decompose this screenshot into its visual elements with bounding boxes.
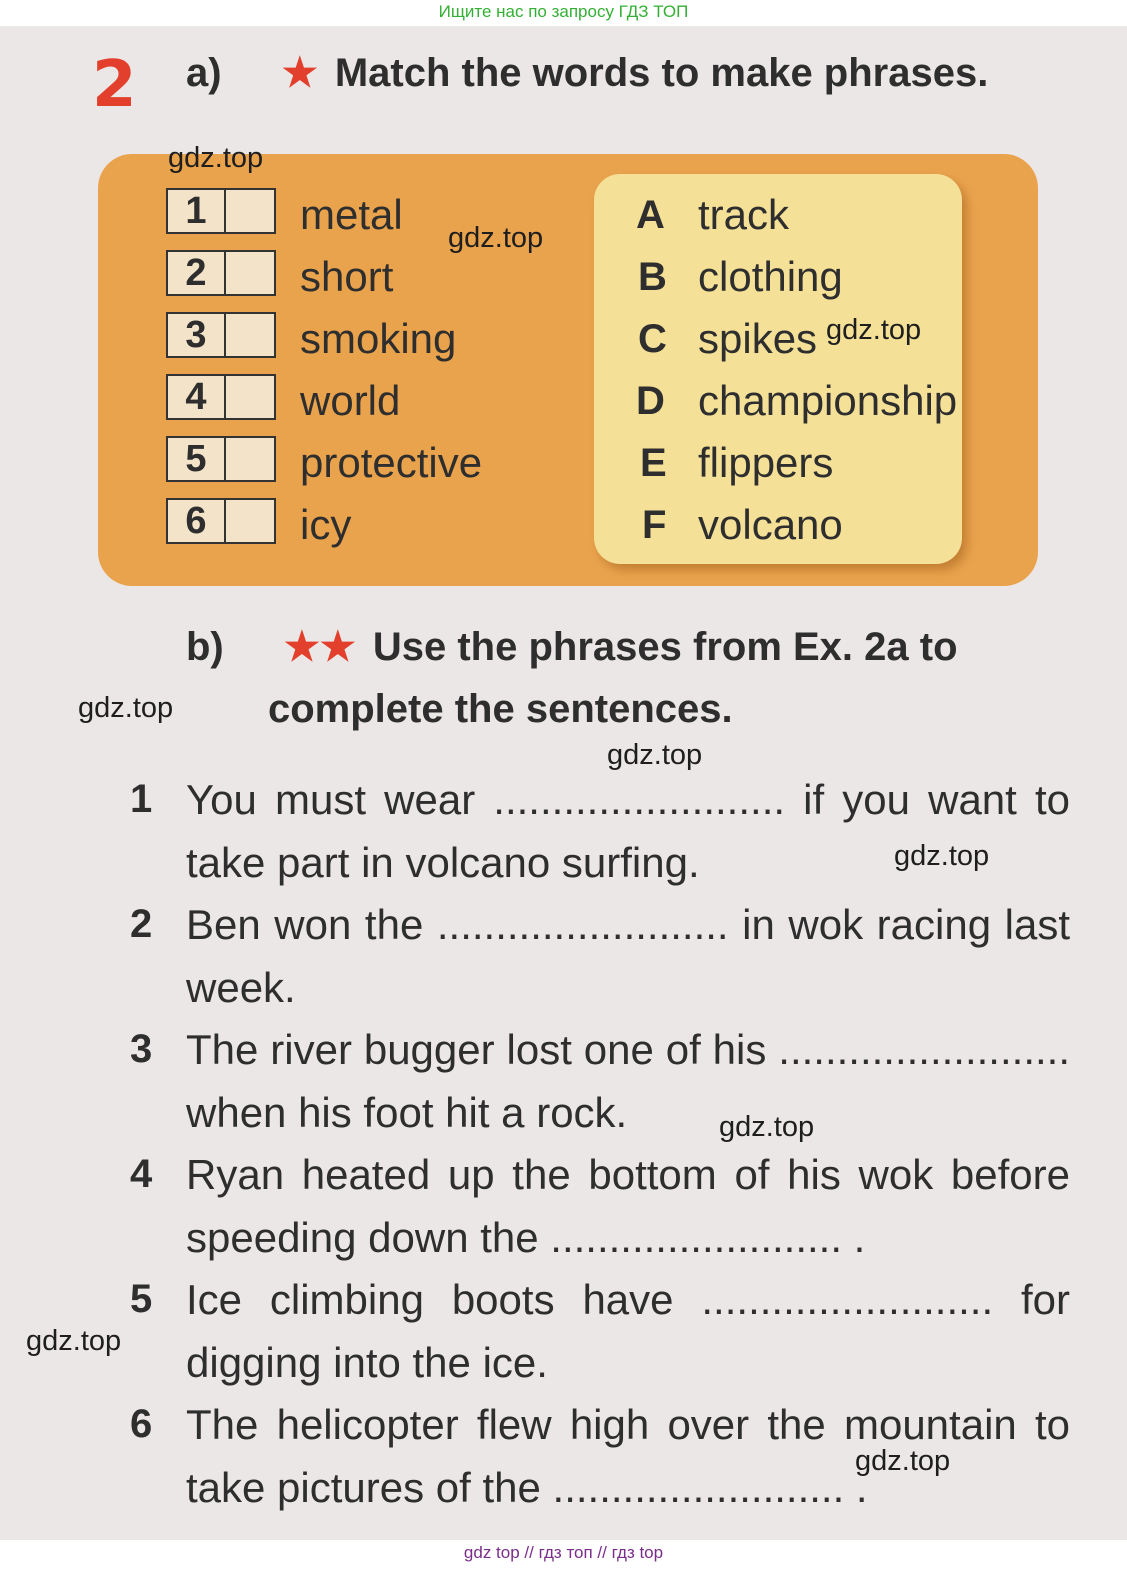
right-word: volcano [698,501,843,548]
answer-box-number: 6 [168,500,226,542]
left-word: smoking [300,315,457,362]
answer-box-5[interactable] [166,436,276,482]
bottom-banner[interactable]: gdz top // гдз топ // гдз top [0,1540,1127,1573]
right-letter: A [636,193,665,237]
left-word: protective [300,439,483,486]
two-stars-icon: ★★ [284,625,356,669]
right-letter: D [636,379,665,423]
sentence-3 [130,1018,1070,1144]
sentence-text[interactable]: The river bugger lost one of his ......................... when his foot hit a rock. [186,1026,1070,1136]
right-word: clothing [698,253,843,300]
part-b-instruction-line1: Use the phrases from Ex. 2a to [372,625,958,669]
answer-box-blank[interactable] [226,438,274,480]
watermark: gdz.top [719,1111,815,1143]
watermark: gdz.top [607,739,703,771]
answer-box-blank[interactable] [226,190,274,232]
left-word: icy [300,501,352,548]
right-letter: B [638,255,667,299]
answer-box-number: 2 [168,252,226,294]
right-word: track [698,191,790,238]
left-word: short [300,253,394,300]
answer-box-1[interactable] [166,188,276,234]
watermark: gdz.top [855,1445,951,1477]
right-word: championship [698,377,958,424]
watermark: gdz.top [448,222,544,254]
answer-box-blank[interactable] [226,376,274,418]
sentence-2 [130,893,1070,1019]
right-letter: F [642,503,667,547]
sentence-text[interactable]: Ben won the ......................... in wok racing last week. [186,901,1070,1011]
sentence-4 [130,1143,1070,1269]
sentence-5 [130,1268,1070,1394]
watermark: gdz.top [26,1325,122,1357]
answer-box-4[interactable] [166,374,276,420]
sentence-text[interactable]: Ice climbing boots have ......................... for digging into the ice. [186,1276,1070,1386]
right-word: flippers [698,439,834,486]
watermark: gdz.top [826,314,922,346]
answer-box-blank[interactable] [226,314,274,356]
part-b-instruction-line2: complete the sentences. [268,687,733,731]
sentence-text[interactable]: Ryan heated up the bottom of his wok before speeding down the ......................... . [186,1151,1070,1261]
right-letter: C [638,317,667,361]
sentence-text[interactable]: The helicopter flew high over the mountain to take pictures of the ......................... . [186,1401,1070,1511]
part-a-instruction: Match the words to make phrases. [334,51,989,95]
sentence-number: 4 [130,1152,153,1196]
watermark: gdz.top [168,142,264,174]
left-word: metal [300,191,403,238]
answer-box-3[interactable] [166,312,276,358]
textbook-page [0,26,1127,1540]
sentence-number: 2 [130,902,153,946]
top-banner[interactable]: Ищите нас по запросу ГДЗ ТОП [0,0,1127,26]
right-word: spikes [698,315,818,362]
sentence-number: 3 [130,1027,153,1071]
answer-box-6[interactable] [166,498,276,544]
answer-box-number: 5 [168,438,226,480]
sentence-number: 6 [130,1402,153,1446]
watermark: gdz.top [894,840,990,872]
sentence-number: 5 [130,1277,153,1321]
star-icon: ★ [281,51,318,95]
left-word: world [300,377,401,424]
answer-box-number: 3 [168,314,226,356]
exercise-number: 2 [92,48,137,122]
answer-box-number: 1 [168,190,226,232]
sentence-text[interactable]: You must wear ......................... if you want to take part in volcano surfing. [186,776,1070,886]
part-b-heading [186,624,958,670]
part-a-heading [186,50,988,96]
right-letter: E [640,441,667,485]
watermark: gdz.top [78,692,174,724]
answer-box-number: 4 [168,376,226,418]
sentence-number: 1 [130,777,153,821]
answer-box-blank[interactable] [226,252,274,294]
part-a-label: a) [186,51,222,95]
part-b-label: b) [186,625,224,669]
answer-box-2[interactable] [166,250,276,296]
sentence-1 [130,768,1070,894]
answer-box-blank[interactable] [226,500,274,542]
